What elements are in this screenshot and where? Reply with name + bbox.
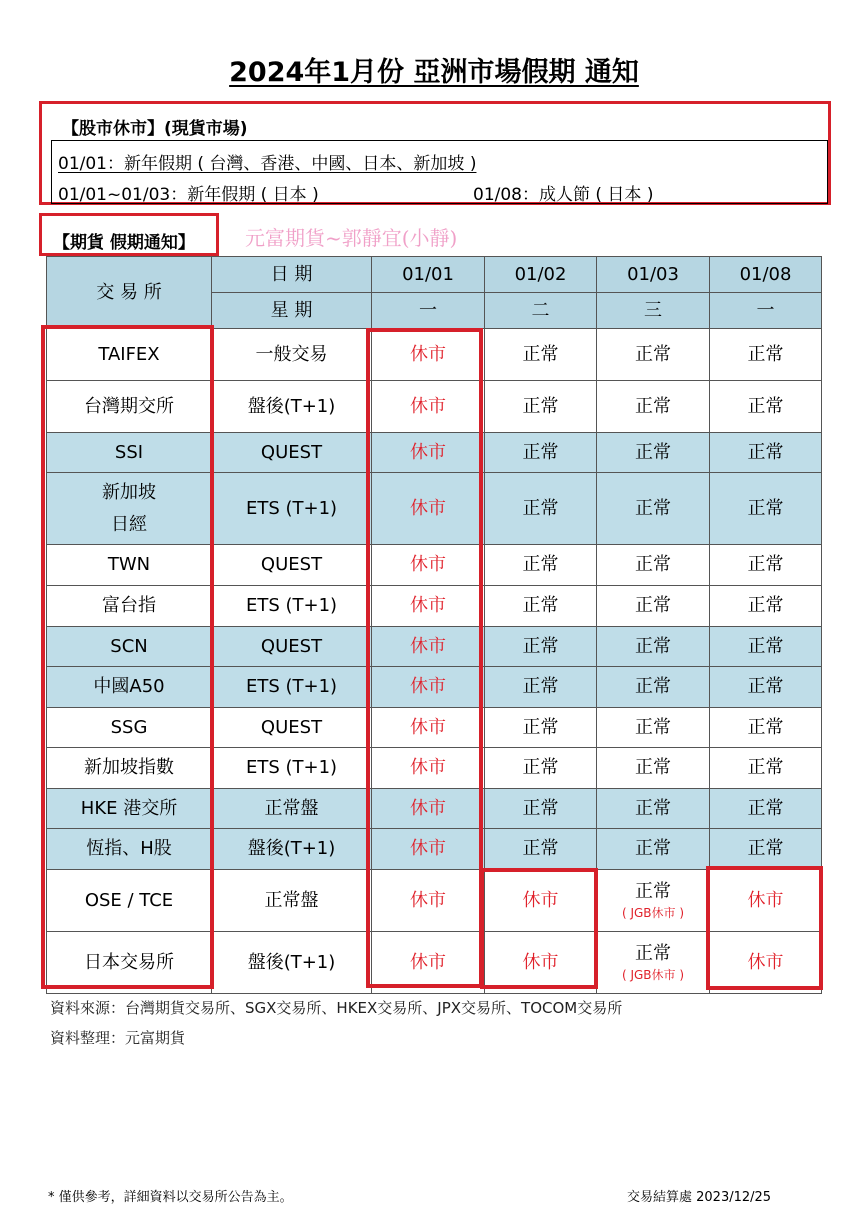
exchange-cell [47,433,212,473]
status-cell [485,473,597,545]
exchange-cell [47,708,212,748]
status-cell [710,748,822,789]
exchange-cell [47,473,212,545]
status-cell [597,381,710,433]
table-row [47,433,822,473]
session-cell: QUEST [212,627,372,667]
status-cell [485,829,597,870]
exchange-name: SCN [110,635,148,657]
exchange-cell [47,586,212,627]
exchange-name: SSG [110,716,148,738]
exchange-cell [47,829,212,870]
exchange-name: 台灣期交所 [84,395,174,417]
date-col-1: 01/01 [372,257,485,293]
status-value: 正常 [522,595,559,617]
disclaimer: * 僅供參考，詳細資料以交易所公告為主。 [48,1190,293,1205]
status-cell [710,829,822,870]
stock-line-2a: 01/01~01/03：新年假期 ( 日本 ) [58,185,319,205]
exchange-name: 新加坡指數 [84,757,174,779]
status-value: 休市 [410,757,446,779]
status-cell [710,708,822,748]
status-cell [372,829,485,870]
status-value: 正常 [635,395,671,417]
status-cell [597,748,710,789]
status-value: 休市 [410,676,446,698]
exchange-name: 富台指 [102,595,156,617]
status-cell [597,473,710,545]
exchange-cell [47,627,212,667]
exchange-cell [47,667,212,708]
status-value: 正常 [635,635,671,657]
issuer-date: 交易結算處 2023/12/25 [627,1190,772,1205]
status-value: 正常 [747,635,784,657]
status-value: 正常 [522,838,559,860]
status-cell [485,789,597,829]
weekday-col-4: 一 [710,293,822,329]
status-value: 正常 [522,716,559,738]
status-cell [372,433,485,473]
status-value: 正常 [635,757,671,779]
compiled-note: 資料整理：元富期貨 [50,1029,186,1047]
table-row [47,789,822,829]
status-value: 正常 [522,395,559,417]
status-cell [372,586,485,627]
status-value: 休市 [410,395,446,417]
status-cell [597,829,710,870]
status-value: 正常 [635,595,671,617]
status-value: 休市 [410,797,446,819]
status-value: 正常 [522,343,559,365]
exchange-cell [47,789,212,829]
exchange-cell [47,545,212,586]
status-value: 正常 [747,797,784,819]
exchange-name: HKE 港交所 [80,797,178,819]
status-value: 正常 [522,554,559,576]
table-row [47,870,822,932]
status-value: 正常 [635,676,671,698]
date-col-4: 01/08 [710,257,822,293]
status-cell [485,708,597,748]
status-value: 休市 [410,554,446,576]
status-cell [710,870,822,932]
status-cell [710,381,822,433]
status-cell [597,586,710,627]
status-value: 正常 [747,554,784,576]
table-row [47,545,822,586]
session-cell: 正常盤 [212,789,372,829]
status-cell [597,545,710,586]
weekday-col-1: 一 [372,293,485,329]
status-cell [710,627,822,667]
session-cell: 盤後(T+1) [212,829,372,870]
exchange-cell [47,870,212,932]
status-value: 休市 [522,951,559,973]
status-cell [597,329,710,381]
status-value: 正常 [747,838,784,860]
status-value: 休市 [410,889,446,911]
status-value: 正常 [747,441,784,463]
status-value: 休市 [410,716,446,738]
table-row [47,667,822,708]
status-cell [372,381,485,433]
status-cell [710,789,822,829]
status-value: 正常 [635,554,671,576]
status-value: 正常 [747,595,784,617]
status-value: 正常 [747,757,784,779]
jgb-note: ( JGB休市 ) [621,906,685,921]
exchange-cell [47,748,212,789]
table-row [47,932,822,994]
page-title: 2024年1月份 亞洲市場假期 通知 [229,57,639,88]
status-cell [485,329,597,381]
table-row [47,473,822,545]
exchange-name: 中國A50 [93,676,165,698]
status-value: 正常 [635,942,671,964]
status-cell [710,586,822,627]
status-cell [597,932,710,994]
status-value: 正常 [522,497,559,519]
status-cell [372,667,485,708]
status-cell [372,708,485,748]
jgb-note: ( JGB休市 ) [621,968,685,983]
status-cell [372,473,485,545]
table-row [47,329,822,381]
status-value: 正常 [635,797,671,819]
status-value: 休市 [410,595,446,617]
status-value: 正常 [635,343,671,365]
date-col-2: 01/02 [485,257,597,293]
session-cell: QUEST [212,433,372,473]
status-cell [597,789,710,829]
status-cell [485,932,597,994]
status-cell [485,667,597,708]
session-cell: QUEST [212,545,372,586]
exchange-name: SSI [114,441,144,463]
exchange-name: OSE / TCE [84,889,174,911]
status-value: 正常 [635,880,671,902]
status-value: 正常 [635,838,671,860]
status-value: 正常 [747,395,784,417]
holiday-table [46,256,822,994]
weekday-label: 星 期 [212,293,372,329]
status-cell [372,329,485,381]
status-cell [485,870,597,932]
exchange-name: TAIFEX [98,343,160,365]
status-cell [597,870,710,932]
status-value: 正常 [635,497,671,519]
status-cell [485,545,597,586]
table-row [47,829,822,870]
status-cell [372,870,485,932]
status-cell [485,433,597,473]
status-value: 正常 [747,716,784,738]
stock-closure-box [51,140,828,204]
session-cell: 正常盤 [212,870,372,932]
status-value: 休市 [410,441,446,463]
status-cell [710,667,822,708]
status-value: 正常 [635,441,671,463]
exchange-header: 交 易 所 [47,257,212,329]
status-cell [372,627,485,667]
status-value: 休市 [410,343,446,365]
exchange-cell [47,329,212,381]
status-cell [485,586,597,627]
status-cell [485,627,597,667]
status-value: 休市 [747,951,784,973]
date-label: 日 期 [212,257,372,293]
futures-heading: 【期貨 假期通知】 [53,233,195,253]
table-row [47,586,822,627]
session-cell: ETS (T+1) [212,748,372,789]
date-col-3: 01/03 [597,257,710,293]
stock-line-2b: 01/08：成人節 ( 日本 ) [473,185,654,205]
exchange-name: TWN [107,554,151,576]
session-cell: 一般交易 [212,329,372,381]
status-cell [597,708,710,748]
status-value: 正常 [635,716,671,738]
status-value: 休市 [747,889,784,911]
status-value: 休市 [410,838,446,860]
status-cell [710,329,822,381]
status-cell [710,545,822,586]
exchange-cell [47,381,212,433]
status-value: 休市 [410,951,446,973]
session-cell: ETS (T+1) [212,667,372,708]
session-cell: QUEST [212,708,372,748]
status-value: 正常 [522,797,559,819]
session-cell: ETS (T+1) [212,586,372,627]
weekday-col-2: 二 [485,293,597,329]
status-value: 正常 [522,676,559,698]
status-value: 正常 [522,757,559,779]
status-value: 正常 [522,635,559,657]
status-value: 正常 [747,343,784,365]
stock-line-1: 01/01：新年假期 ( 台灣、香港、中國、日本、新加坡 ) [58,154,477,174]
status-value: 休市 [522,889,559,911]
table-row [47,381,822,433]
status-cell [710,473,822,545]
status-cell [597,667,710,708]
source-note: 資料來源：台灣期貨交易所、SGX交易所、HKEX交易所、JPX交易所、TOCOM交易所 [50,999,623,1017]
status-value: 休市 [410,635,446,657]
status-value: 休市 [410,497,446,519]
status-cell [597,433,710,473]
status-cell [710,433,822,473]
exchange-subname: 日經 [111,513,147,535]
status-cell [597,627,710,667]
session-cell: 盤後(T+1) [212,381,372,433]
status-cell [372,789,485,829]
status-value: 正常 [522,441,559,463]
stock-closure-heading: 【股市休市】(現貨市場) [62,119,248,139]
table-row [47,748,822,789]
exchange-cell [47,932,212,994]
session-cell: 盤後(T+1) [212,932,372,994]
status-cell [372,545,485,586]
status-value: 正常 [747,676,784,698]
status-cell [372,932,485,994]
exchange-name: 日本交易所 [84,951,174,973]
session-cell: ETS (T+1) [212,473,372,545]
exchange-name: 新加坡 [102,481,156,503]
weekday-col-3: 三 [597,293,710,329]
status-cell [372,748,485,789]
exchange-name: 恆指、H股 [86,838,172,860]
status-cell [485,381,597,433]
table-row [47,708,822,748]
status-value: 正常 [747,497,784,519]
author-signature: 元富期貨~郭靜宜(小靜) [245,226,458,250]
status-cell [710,932,822,994]
table-row [47,627,822,667]
status-cell [485,748,597,789]
